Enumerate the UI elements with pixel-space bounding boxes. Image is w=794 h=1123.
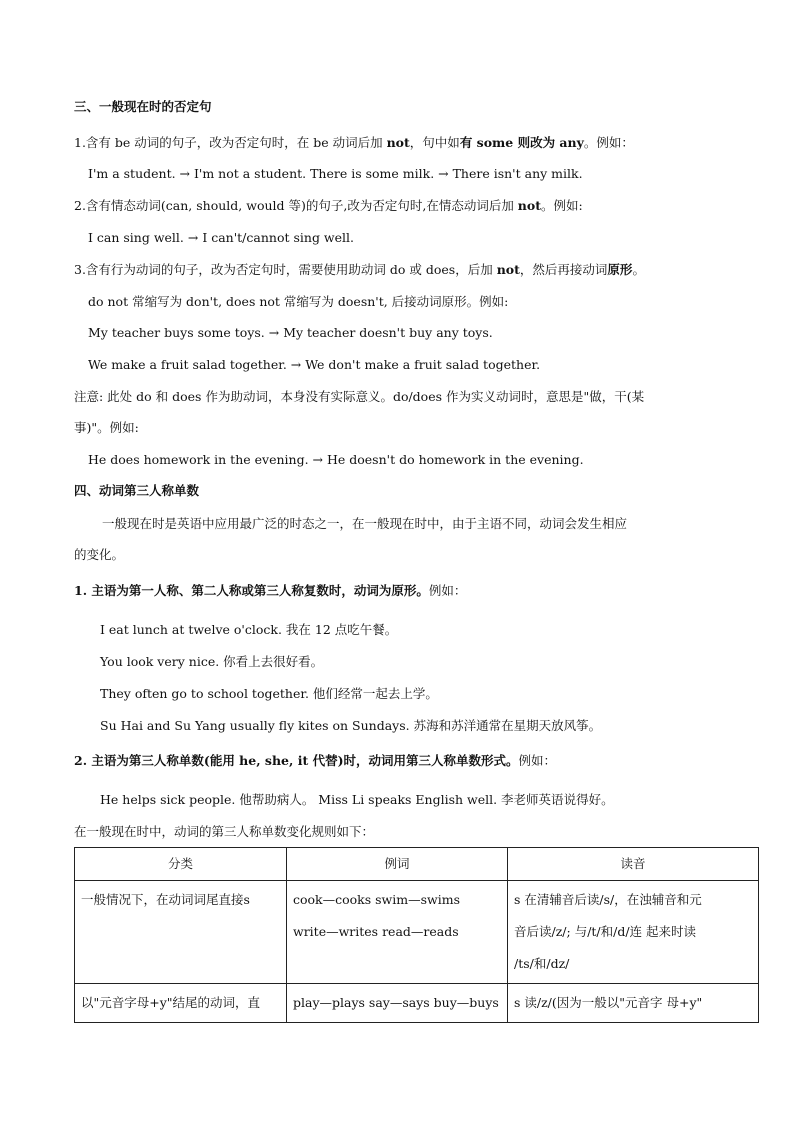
example-1: I'm a student. → I'm not a student. There is some milk. → There isn't any milk. xyxy=(88,166,583,181)
point-2: 2. 主语为第三人称单数(能用 he, she, it 代替)时，动词用第三人称单数形式。例如： xyxy=(74,753,556,768)
cell-category: 一般情况下，在动词词尾直接s xyxy=(75,881,287,984)
sentence-2: You look very nice. 你看上去很好看。 xyxy=(100,654,324,669)
third-person-rules-table xyxy=(74,847,759,1023)
sentence-3: They often go to school together. 他们经常一起去上学。 xyxy=(100,686,438,701)
example-3a: My teacher buys some toys. → My teacher doesn't buy any toys. xyxy=(88,325,493,340)
cell-examples: play—plays say—says buy—buys xyxy=(287,984,508,1023)
header-category: 分类 xyxy=(75,848,287,881)
note-line-1: 注意: 此处 do 和 does 作为助动词，本身没有实际意义。do/does 作为实义动词时，意思是"做，干(某 xyxy=(74,389,645,404)
example-3b: We make a fruit salad together. → We don't make a fruit salad together. xyxy=(88,357,541,372)
rule-3: 3.含有行为动词的句子，改为否定句时，需要使用助动词 do 或 does，后加 not，然后再接动词原形。 xyxy=(74,262,645,277)
header-examples: 例词 xyxy=(287,848,508,881)
section-title-negative: 三、一般现在时的否定句 xyxy=(74,99,212,114)
point-1: 1. 主语为第一人称、第二人称或第三人称复数时，动词为原形。例如： xyxy=(74,583,467,598)
table-intro: 在一般现在时中，动词的第三人称单数变化规则如下： xyxy=(74,824,375,839)
sentence-5: He helps sick people. 他帮助病人。 Miss Li speaks English well. 李老师英语说得好。 xyxy=(100,792,614,807)
table-row xyxy=(75,984,759,1023)
example-2: I can sing well. → I can't/cannot sing well. xyxy=(88,230,354,245)
cell-pronunciation: s 读/z/(因为一般以"元音字 母+y" xyxy=(508,984,759,1023)
rule-1: 1.含有 be 动词的句子，改为否定句时，在 be 动词后加 not，句中如有 some 则改为 any。例如： xyxy=(74,135,634,150)
example-4: He does homework in the evening. → He doesn't do homework in the evening. xyxy=(88,452,584,467)
table-header-row xyxy=(75,848,759,881)
cell-pronunciation: s 在清辅音后读/s/，在浊辅音和元 音后读/z/; 与/t/和/d/连 起来时读 /ts/和/dz/ xyxy=(508,881,759,984)
rule-2: 2.含有情态动词(can, should, would 等)的句子,改为否定句时,在情态动词后加 not。例如: xyxy=(74,198,583,213)
note-line-2: 事)"。例如: xyxy=(74,420,139,435)
section-title-third-person: 四、动词第三人称单数 xyxy=(74,483,200,498)
intro-line-1: 一般现在时是英语中应用最广泛的时态之一，在一般现在时中，由于主语不同，动词会发生相应 xyxy=(102,516,628,531)
rule-3-contraction: do not 常缩写为 don't, does not 常缩写为 doesn't, 后接动词原形。例如: xyxy=(88,294,509,309)
sentence-1: I eat lunch at twelve o'clock. 我在 12 点吃午餐。 xyxy=(100,622,398,637)
header-pronunciation: 读音 xyxy=(508,848,759,881)
intro-line-2: 的变化。 xyxy=(74,547,125,562)
cell-examples: cook—cooks swim—swims write—writes read—reads xyxy=(287,881,508,984)
sentence-4: Su Hai and Su Yang usually fly kites on Sundays. 苏海和苏洋通常在星期天放风筝。 xyxy=(100,718,602,733)
table-row xyxy=(75,881,759,984)
cell-category: 以"元音字母+y"结尾的动词，直 xyxy=(75,984,287,1023)
